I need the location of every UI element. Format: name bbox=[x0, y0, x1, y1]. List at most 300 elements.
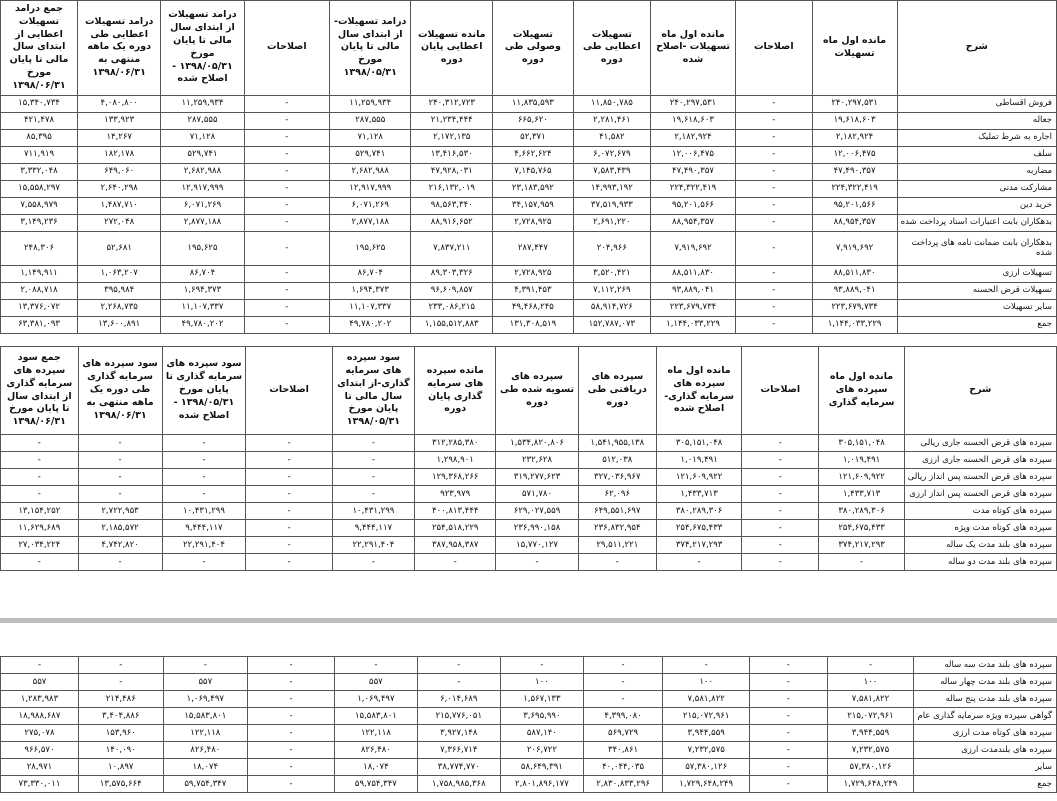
table-cell: - bbox=[583, 657, 662, 674]
table-cell: - bbox=[246, 469, 332, 486]
table-cell: ۲,۱۷۲,۱۳۵ bbox=[411, 129, 493, 146]
table-cell: ۱۳۱,۳۰۸,۵۱۹ bbox=[493, 316, 574, 333]
table-cell: - bbox=[742, 435, 819, 452]
table-cell: ۱۴,۲۶۷ bbox=[78, 129, 161, 146]
table-cell: - bbox=[78, 452, 162, 469]
table-cell: ۵۸,۶۴۹,۳۹۱ bbox=[500, 759, 583, 776]
table-cell: ۳۰۵,۱۵۱,۰۴۸ bbox=[657, 435, 742, 452]
table-row bbox=[1, 520, 1057, 537]
table-cell: - bbox=[248, 776, 335, 793]
table-cell: - bbox=[244, 129, 329, 146]
table-cell: ۱۰۰ bbox=[827, 674, 914, 691]
table-cell: - bbox=[736, 214, 812, 231]
table-cell: ۲۴۰,۲۹۷,۵۳۱ bbox=[812, 95, 897, 112]
table-cell: - bbox=[244, 299, 329, 316]
table-cell: ۵۹,۷۵۴,۳۴۷ bbox=[163, 776, 248, 793]
table-cell: ۶۴۹,۰۶۰ bbox=[78, 163, 161, 180]
table-cell: - bbox=[332, 452, 414, 469]
table-cell: - bbox=[332, 469, 414, 486]
table-cell: - bbox=[736, 282, 812, 299]
row-label: سپرده های قرض الحسنه پس انداز ریالی bbox=[904, 469, 1056, 486]
table-cell: ۵۵۷ bbox=[1, 674, 79, 691]
table-cell: - bbox=[248, 674, 335, 691]
table-cell: ۷۱۱,۹۱۹ bbox=[1, 146, 78, 163]
table-cell: ۲۷,۰۳۴,۲۲۴ bbox=[1, 537, 79, 554]
table-cell: ۳,۱۴۹,۲۳۶ bbox=[1, 214, 78, 231]
table-cell: - bbox=[162, 435, 246, 452]
table-cell: - bbox=[414, 554, 496, 571]
table-cell: - bbox=[244, 316, 329, 333]
table-cell: ۱۱,۶۲۹,۶۸۹ bbox=[1, 520, 79, 537]
table-cell: ۲,۸۷۷,۱۸۸ bbox=[161, 214, 244, 231]
row-label: مشارکت مدنی bbox=[897, 180, 1056, 197]
row-label: سپرده های کوتاه مدت ویژه bbox=[904, 520, 1056, 537]
table-cell: ۱,۷۲۹,۶۴۸,۲۴۹ bbox=[827, 776, 914, 793]
table-cell: - bbox=[244, 265, 329, 282]
table-cell: ۲۳۶,۹۹۰,۱۵۸ bbox=[496, 520, 578, 537]
table-cell: ۱,۴۸۷,۷۱۰ bbox=[78, 197, 161, 214]
deposits-table-continued bbox=[0, 656, 1057, 793]
table-cell: ۱,۰۱۹,۴۹۱ bbox=[657, 452, 742, 469]
row-label: گواهی سپرده ویژه سرمایه گذاری عام bbox=[914, 708, 1057, 725]
table-cell: - bbox=[246, 537, 332, 554]
table-cell: - bbox=[248, 708, 335, 725]
table-cell: ۲۸۷,۵۵۵ bbox=[330, 112, 411, 129]
table-cell: ۲۴۸,۳۰۶ bbox=[1, 231, 78, 265]
table-cell: - bbox=[750, 674, 827, 691]
table-cell: ۵۱۲,۰۳۸ bbox=[578, 452, 656, 469]
table-cell: ۳۷۴,۲۱۷,۲۹۳ bbox=[819, 537, 904, 554]
table-row bbox=[1, 742, 1057, 759]
table-cell: ۵۷,۳۸۰,۱۲۶ bbox=[663, 759, 750, 776]
row-label: سپرده های کوتاه مدت bbox=[904, 503, 1056, 520]
table-cell: ۱,۶۹۴,۳۷۳ bbox=[161, 282, 244, 299]
table-cell: ۱۸,۰۷۴ bbox=[335, 759, 418, 776]
table-cell: ۲۴۰,۲۹۷,۵۳۱ bbox=[650, 95, 735, 112]
table-cell: ۹۶,۶۰۹,۸۵۷ bbox=[411, 282, 493, 299]
table-cell: - bbox=[78, 657, 163, 674]
table-cell: - bbox=[248, 742, 335, 759]
table-cell: - bbox=[332, 554, 414, 571]
table-cell: - bbox=[742, 452, 819, 469]
table-cell: ۹۳,۸۸۹,۰۴۱ bbox=[650, 282, 735, 299]
table-cell: ۱,۱۴۴,۰۳۳,۲۲۹ bbox=[650, 316, 735, 333]
column-header: درامد تسهیلات-از ابتدای سال مالی تا پایان مورخ ۱۳۹۸/۰۵/۳۱ bbox=[330, 1, 411, 96]
row-label: سپرده های بلند مدت پنج ساله bbox=[914, 691, 1057, 708]
table-cell: - bbox=[78, 674, 163, 691]
table-cell: ۷۱,۱۲۸ bbox=[330, 129, 411, 146]
table-cell: ۱۵,۵۸۳,۸۰۱ bbox=[163, 708, 248, 725]
table-cell: ۴,۷۴۲,۸۲۰ bbox=[78, 537, 162, 554]
table-cell: ۶,۰۷۱,۲۶۹ bbox=[161, 197, 244, 214]
column-header: جمع درامد تسهیلات اعطایی از ابتدای سال مالی تا پایان مورخ ۱۳۹۸/۰۶/۳۱ bbox=[1, 1, 78, 96]
row-label: سلف bbox=[897, 146, 1056, 163]
table-cell: - bbox=[244, 112, 329, 129]
table-cell: ۱۳,۱۵۴,۲۵۲ bbox=[1, 503, 79, 520]
table-cell: ۴۷,۹۲۸,۰۳۱ bbox=[411, 163, 493, 180]
row-label: سپرده های قرض الحسنه پس انداز ارزی bbox=[904, 486, 1056, 503]
table-row bbox=[1, 452, 1057, 469]
table-cell: ۳۱۲,۲۸۵,۳۸۰ bbox=[414, 435, 496, 452]
table-cell: ۳,۳۳۲,۰۴۸ bbox=[1, 163, 78, 180]
table-cell: ۲۸۷,۵۵۵ bbox=[161, 112, 244, 129]
table-cell: ۱,۷۲۹,۶۴۸,۲۴۹ bbox=[663, 776, 750, 793]
table-cell: ۱۰,۴۳۱,۲۹۹ bbox=[162, 503, 246, 520]
table-row bbox=[1, 776, 1057, 793]
table-cell: ۱۵,۵۵۸,۲۹۷ bbox=[1, 180, 78, 197]
table-cell: ۲,۷۲۲,۹۵۳ bbox=[78, 503, 162, 520]
row-label: مضاربه bbox=[897, 163, 1056, 180]
table-cell: ۲۱۵,۷۷۶,۰۵۱ bbox=[417, 708, 500, 725]
table-cell: ۸۶,۷۰۴ bbox=[330, 265, 411, 282]
table-row bbox=[1, 725, 1057, 742]
table-cell: - bbox=[750, 708, 827, 725]
table-cell: ۶۶۵,۶۲۰ bbox=[493, 112, 574, 129]
column-header: مانده اول ماه سپرده های سرمایه گذاری bbox=[819, 347, 904, 435]
table-cell: - bbox=[78, 435, 162, 452]
table-cell: - bbox=[736, 146, 812, 163]
table-cell: ۲,۷۲۸,۹۲۵ bbox=[493, 214, 574, 231]
table-cell: ۷۱,۱۲۸ bbox=[161, 129, 244, 146]
table-cell: - bbox=[248, 725, 335, 742]
table-cell: ۴۰۰,۸۱۳,۴۴۴ bbox=[414, 503, 496, 520]
table-cell: - bbox=[736, 129, 812, 146]
table-cell: - bbox=[750, 776, 827, 793]
table-cell: ۶۴۹,۵۵۱,۶۹۷ bbox=[578, 503, 656, 520]
row-label: جعاله bbox=[897, 112, 1056, 129]
table-cell: ۷,۱۴۵,۷۶۵ bbox=[493, 163, 574, 180]
table-row bbox=[1, 163, 1057, 180]
table-row bbox=[1, 554, 1057, 571]
table-cell: - bbox=[742, 503, 819, 520]
table-row bbox=[1, 691, 1057, 708]
table-cell: ۷,۵۸۱,۸۲۲ bbox=[663, 691, 750, 708]
table-cell: ۱۴,۹۹۳,۱۹۲ bbox=[573, 180, 650, 197]
table-cell: ۸۸,۹۵۴,۳۵۷ bbox=[650, 214, 735, 231]
column-header: شرح bbox=[904, 347, 1056, 435]
table-cell: ۱۰۰ bbox=[500, 674, 583, 691]
table-cell: ۵۷۱,۷۸۰ bbox=[496, 486, 578, 503]
table-cell: ۸۶,۷۰۴ bbox=[161, 265, 244, 282]
table-cell: - bbox=[78, 554, 162, 571]
table-cell: ۲,۸۳۰,۸۳۳,۲۹۶ bbox=[583, 776, 662, 793]
table-cell: - bbox=[736, 316, 812, 333]
table-cell: ۳۷,۵۱۹,۹۳۳ bbox=[573, 197, 650, 214]
table-cell: ۵۲,۶۸۱ bbox=[78, 231, 161, 265]
table-cell: - bbox=[736, 299, 812, 316]
row-label: تسهیلات قرض الحسنه bbox=[897, 282, 1056, 299]
table-row bbox=[1, 197, 1057, 214]
table-cell: ۲۵۴,۶۷۵,۴۳۳ bbox=[657, 520, 742, 537]
table-cell: ۴۹,۷۸۰,۲۰۲ bbox=[161, 316, 244, 333]
table-cell: - bbox=[248, 691, 335, 708]
column-header: اصلاحات bbox=[246, 347, 332, 435]
table-cell: ۲,۷۲۸,۹۲۵ bbox=[493, 265, 574, 282]
table-cell: - bbox=[244, 282, 329, 299]
row-label: سپرده های بلند مدت سه ساله bbox=[914, 657, 1057, 674]
table-cell: ۵۹,۷۵۴,۳۴۷ bbox=[335, 776, 418, 793]
row-label: سپرده های قرض الحسنه جاری ارزی bbox=[904, 452, 1056, 469]
table-cell: ۲,۰۸۸,۷۱۸ bbox=[1, 282, 78, 299]
row-label: سایر تسهیلات bbox=[897, 299, 1056, 316]
table-cell: ۱۲۲,۱۱۸ bbox=[163, 725, 248, 742]
table-cell: ۲۲۴,۳۲۲,۴۱۹ bbox=[650, 180, 735, 197]
table-cell: - bbox=[496, 554, 578, 571]
column-header: سپرده های دریافتی طی دوره bbox=[578, 347, 656, 435]
column-header: سود سپرده های سرمایه گذاری-از ابتدای سال مالی تا پایان مورخ ۱۳۹۸/۰۵/۳۱ bbox=[332, 347, 414, 435]
table-cell: ۳۴,۱۵۷,۹۵۹ bbox=[493, 197, 574, 214]
table-cell: ۴۹,۷۸۰,۲۰۲ bbox=[330, 316, 411, 333]
table-cell: ۱۹۵,۶۲۵ bbox=[161, 231, 244, 265]
table-cell: ۶,۰۷۲,۶۷۹ bbox=[573, 146, 650, 163]
table-cell: ۲۰۶,۷۲۲ bbox=[500, 742, 583, 759]
table-cell: ۲,۱۸۲,۹۲۴ bbox=[812, 129, 897, 146]
table-cell: ۲,۶۴۰,۲۹۸ bbox=[78, 180, 161, 197]
table-cell: - bbox=[583, 674, 662, 691]
table-cell: ۹,۴۴۴,۱۱۷ bbox=[332, 520, 414, 537]
table-row bbox=[1, 674, 1057, 691]
table-cell: ۱۸,۰۷۴ bbox=[163, 759, 248, 776]
table-cell: ۳,۹۲۷,۱۴۸ bbox=[417, 725, 500, 742]
table-cell: ۲,۶۸۲,۹۸۸ bbox=[161, 163, 244, 180]
column-header: مانده اول ماه تسهیلات bbox=[812, 1, 897, 96]
table-cell: ۱,۱۴۴,۰۳۳,۲۲۹ bbox=[812, 316, 897, 333]
table-cell: ۲۷۵,۰۷۸ bbox=[1, 725, 79, 742]
table-cell: ۲,۸۰۱,۸۹۶,۱۷۷ bbox=[500, 776, 583, 793]
table-cell: ۱,۰۱۹,۴۹۱ bbox=[819, 452, 904, 469]
table-cell: - bbox=[244, 146, 329, 163]
table-cell: ۲,۶۸۲,۹۸۸ bbox=[330, 163, 411, 180]
table-cell: ۱۵,۷۷۰,۱۲۷ bbox=[496, 537, 578, 554]
table-cell: ۲۹,۵۱۱,۲۲۱ bbox=[578, 537, 656, 554]
table-cell: ۳۸,۷۷۴,۷۷۰ bbox=[417, 759, 500, 776]
table-row bbox=[1, 657, 1057, 674]
table-cell: - bbox=[246, 435, 332, 452]
table-cell: ۲۵۴,۵۱۸,۲۲۹ bbox=[414, 520, 496, 537]
table-cell: ۱,۴۳۳,۷۱۳ bbox=[657, 486, 742, 503]
column-header: درامد تسهیلات اعطایی طی دوره یک ماهه منتهی به ۱۳۹۸/۰۶/۳۱ bbox=[78, 1, 161, 96]
table-cell: ۱۱,۲۵۹,۹۳۴ bbox=[330, 95, 411, 112]
table-cell: ۵۸۷,۱۴۰ bbox=[500, 725, 583, 742]
table-cell: ۳۲۷,۰۳۶,۹۶۷ bbox=[578, 469, 656, 486]
table-cell: - bbox=[244, 214, 329, 231]
table-cell: ۱,۰۶۳,۲۰۷ bbox=[78, 265, 161, 282]
table-cell: - bbox=[736, 112, 812, 129]
row-label: سپرده های بلند مدت چهار ساله bbox=[914, 674, 1057, 691]
table-cell: - bbox=[657, 554, 742, 571]
column-header: مانده اول ماه تسهیلات -اصلاح شده bbox=[650, 1, 735, 96]
table-cell: ۱,۷۵۸,۹۸۵,۳۶۸ bbox=[417, 776, 500, 793]
column-header: تسهیلات وصولی طی دوره bbox=[493, 1, 574, 96]
table-row bbox=[1, 486, 1057, 503]
row-label: سپرده های بلند مدت یک ساله bbox=[904, 537, 1056, 554]
table-cell: ۲۲۳,۶۷۹,۷۳۴ bbox=[650, 299, 735, 316]
table-cell: - bbox=[819, 554, 904, 571]
table-cell: ۱۸۲,۱۷۸ bbox=[78, 146, 161, 163]
table-cell: ۵۵۷ bbox=[163, 674, 248, 691]
table-cell: ۱,۵۴۱,۹۵۵,۱۳۸ bbox=[578, 435, 656, 452]
table-cell: - bbox=[663, 657, 750, 674]
table-row bbox=[1, 180, 1057, 197]
column-header: اصلاحات bbox=[736, 1, 812, 96]
table-row bbox=[1, 708, 1057, 725]
row-label: سپرده های کوتاه مدت ارزی bbox=[914, 725, 1057, 742]
table-cell: ۸۲۶,۴۸۰ bbox=[335, 742, 418, 759]
table-cell: ۲۲۴,۳۲۲,۴۱۹ bbox=[812, 180, 897, 197]
table-row bbox=[1, 265, 1057, 282]
table-cell: ۱۹۵,۶۲۵ bbox=[330, 231, 411, 265]
table-cell: ۱۹,۶۱۸,۶۰۳ bbox=[650, 112, 735, 129]
table-cell: - bbox=[750, 657, 827, 674]
row-label: فروش اقساطی bbox=[897, 95, 1056, 112]
table-cell: - bbox=[332, 486, 414, 503]
table-cell: ۲۱۵,۰۷۲,۹۶۱ bbox=[663, 708, 750, 725]
table-cell: ۷,۲۳۲,۵۷۵ bbox=[827, 742, 914, 759]
table-cell: - bbox=[162, 452, 246, 469]
table-cell: ۱۹,۶۱۸,۶۰۳ bbox=[812, 112, 897, 129]
table-cell: - bbox=[1, 657, 79, 674]
row-label: سپرده های قرض الحسنه جاری ریالی bbox=[904, 435, 1056, 452]
table-cell: ۱۳,۳۷۶,۰۷۲ bbox=[1, 299, 78, 316]
table-cell: ۶۲۹,۰۲۷,۵۵۹ bbox=[496, 503, 578, 520]
table-cell: - bbox=[1, 435, 79, 452]
table-cell: ۴۷,۴۹۰,۳۵۷ bbox=[650, 163, 735, 180]
column-header: اصلاحات bbox=[742, 347, 819, 435]
column-header: مانده سپرده های سرمایه گذاری پایان دوره bbox=[414, 347, 496, 435]
table-cell: ۱,۵۳۴,۸۲۰,۸۰۶ bbox=[496, 435, 578, 452]
table-cell: ۱۳۳,۹۲۳ bbox=[78, 112, 161, 129]
table-cell: ۵۵۷ bbox=[335, 674, 418, 691]
table-cell: - bbox=[742, 469, 819, 486]
table-cell: ۱,۱۴۹,۹۱۱ bbox=[1, 265, 78, 282]
table-cell: - bbox=[246, 452, 332, 469]
table-cell: - bbox=[736, 180, 812, 197]
row-label: بدهکاران بابت اعتبارات اسناد پرداخت شده bbox=[897, 214, 1056, 231]
table-cell: ۹۸,۵۶۳,۳۴۰ bbox=[411, 197, 493, 214]
row-label: تسهیلات ارزی bbox=[897, 265, 1056, 282]
table-cell: - bbox=[163, 657, 248, 674]
table-cell: ۱۵,۵۸۳,۸۰۱ bbox=[335, 708, 418, 725]
table-cell: ۲۰۴,۹۶۶ bbox=[573, 231, 650, 265]
table-cell: - bbox=[244, 180, 329, 197]
table-cell: - bbox=[742, 520, 819, 537]
table-cell: ۱,۰۶۹,۴۹۷ bbox=[163, 691, 248, 708]
table-cell: ۲۷۲,۰۴۸ bbox=[78, 214, 161, 231]
table-cell: - bbox=[742, 486, 819, 503]
table-cell: ۱۱,۸۳۵,۵۹۳ bbox=[493, 95, 574, 112]
table-cell: - bbox=[736, 95, 812, 112]
table-cell: - bbox=[750, 691, 827, 708]
table-cell: ۶,۰۱۴,۶۸۹ bbox=[417, 691, 500, 708]
row-label: بدهکاران بابت ضمانت نامه های پرداخت شده bbox=[897, 231, 1056, 265]
table-cell: ۱۸,۹۸۸,۶۸۷ bbox=[1, 708, 79, 725]
table-cell: ۴,۳۹۱,۴۵۳ bbox=[493, 282, 574, 299]
column-header: درامد تسهیلات از ابتدای سال مالی تا پایان مورخ ۱۳۹۸/۰۵/۳۱ - اصلاح شده bbox=[161, 1, 244, 96]
table-cell: ۶,۰۷۱,۲۶۹ bbox=[330, 197, 411, 214]
table-cell: ۱۳,۴۱۶,۵۳۰ bbox=[411, 146, 493, 163]
table-cell: ۲۲,۲۹۱,۴۰۴ bbox=[162, 537, 246, 554]
table-row bbox=[1, 146, 1057, 163]
table-cell: ۸۵,۳۹۵ bbox=[1, 129, 78, 146]
table-cell: ۸۲۶,۴۸۰ bbox=[163, 742, 248, 759]
table-cell: ۱۴۰,۰۹۰ bbox=[78, 742, 163, 759]
table-cell: ۱۱,۸۵۰,۷۸۵ bbox=[573, 95, 650, 112]
table-cell: ۲,۲۶۸,۷۳۵ bbox=[78, 299, 161, 316]
table-cell: - bbox=[78, 486, 162, 503]
facilities-table bbox=[0, 0, 1057, 334]
table-cell: ۱۱,۱۰۷,۳۳۷ bbox=[330, 299, 411, 316]
table-cell: ۹۵,۲۰۱,۵۶۶ bbox=[812, 197, 897, 214]
row-label: سپرده های بلندمدت ارزی bbox=[914, 742, 1057, 759]
table-cell: - bbox=[332, 435, 414, 452]
table-cell: ۱۲۹,۳۶۸,۲۶۶ bbox=[414, 469, 496, 486]
table-cell: ۹۶۶,۵۷۰ bbox=[1, 742, 79, 759]
table-cell: ۹,۴۴۴,۱۱۷ bbox=[162, 520, 246, 537]
table-cell: ۴,۰۸۰,۸۰۰ bbox=[78, 95, 161, 112]
table-cell: ۲۵۴,۶۷۵,۴۳۳ bbox=[819, 520, 904, 537]
deposits-table bbox=[0, 346, 1057, 571]
table-cell: ۴۹,۴۶۸,۲۴۵ bbox=[493, 299, 574, 316]
table-cell: ۴,۳۹۹,۰۸۰ bbox=[583, 708, 662, 725]
table-cell: ۳,۶۹۵,۹۹۰ bbox=[500, 708, 583, 725]
table-cell: ۵۲۹,۷۴۱ bbox=[330, 146, 411, 163]
table-cell: - bbox=[162, 486, 246, 503]
table-cell: ۵۲۹,۷۴۱ bbox=[161, 146, 244, 163]
table-cell: ۴۰,۰۴۴,۰۳۵ bbox=[583, 759, 662, 776]
table-cell: ۵۲,۳۷۱ bbox=[493, 129, 574, 146]
column-header: سود سپرده های سرمایه گذاری تا پایان مورخ ۱۳۹۸/۰۵/۳۱ - اصلاح شده bbox=[162, 347, 246, 435]
table-cell: ۳۴۰,۸۶۱ bbox=[583, 742, 662, 759]
table-cell: ۲۸۷,۴۴۷ bbox=[493, 231, 574, 265]
table-cell: ۷,۹۱۹,۶۹۲ bbox=[812, 231, 897, 265]
column-header: شرح bbox=[897, 1, 1056, 96]
table-cell: - bbox=[246, 520, 332, 537]
table-cell: - bbox=[162, 469, 246, 486]
table-cell: ۱,۱۵۵,۵۱۲,۸۸۳ bbox=[411, 316, 493, 333]
table-cell: ۱۰,۴۳۱,۲۹۹ bbox=[332, 503, 414, 520]
table-cell: ۱,۰۶۹,۴۹۷ bbox=[335, 691, 418, 708]
row-label: سایر bbox=[914, 759, 1057, 776]
table-cell: ۳,۵۲۰,۴۲۱ bbox=[573, 265, 650, 282]
table-cell: ۳۸۰,۲۸۹,۳۰۶ bbox=[819, 503, 904, 520]
table-cell: - bbox=[1, 486, 79, 503]
column-header: جمع سود سپرده های سرمایه گذاری از ابتدای سال تا پایان مورخ ۱۳۹۸/۰۶/۳۱ bbox=[1, 347, 79, 435]
table-cell: ۳۸۰,۲۸۹,۳۰۶ bbox=[657, 503, 742, 520]
table-cell: ۱,۶۹۴,۳۷۳ bbox=[330, 282, 411, 299]
table-cell: ۲,۱۸۲,۹۲۴ bbox=[650, 129, 735, 146]
table-cell: - bbox=[578, 554, 656, 571]
table-cell: ۵۶۹,۷۲۹ bbox=[583, 725, 662, 742]
table-cell: ۷,۱۱۲,۲۶۹ bbox=[573, 282, 650, 299]
table-cell: ۴,۶۶۲,۶۲۴ bbox=[493, 146, 574, 163]
table-cell: ۵۷,۳۸۰,۱۲۶ bbox=[827, 759, 914, 776]
table-cell: - bbox=[246, 486, 332, 503]
table-cell: - bbox=[736, 231, 812, 265]
table-cell: ۳۷۴,۲۱۷,۲۹۳ bbox=[657, 537, 742, 554]
table-cell: ۱۵,۳۴۰,۷۳۴ bbox=[1, 95, 78, 112]
table-cell: - bbox=[244, 231, 329, 265]
table-cell: ۱۲۲,۱۱۸ bbox=[335, 725, 418, 742]
table-cell: ۸۸,۵۱۱,۸۳۰ bbox=[650, 265, 735, 282]
table-cell: ۸۸,۵۱۱,۸۳۰ bbox=[812, 265, 897, 282]
table-cell: ۲۲۳,۶۷۹,۷۳۴ bbox=[812, 299, 897, 316]
table-cell: ۲,۱۸۵,۵۷۲ bbox=[78, 520, 162, 537]
table-cell: ۳۸۷,۹۵۸,۳۸۷ bbox=[414, 537, 496, 554]
row-label: سپرده های بلند مدت دو ساله bbox=[904, 554, 1056, 571]
page-gap bbox=[0, 623, 1057, 656]
row-label: جمع bbox=[897, 316, 1056, 333]
table-cell: ۲,۶۹۱,۲۲۰ bbox=[573, 214, 650, 231]
